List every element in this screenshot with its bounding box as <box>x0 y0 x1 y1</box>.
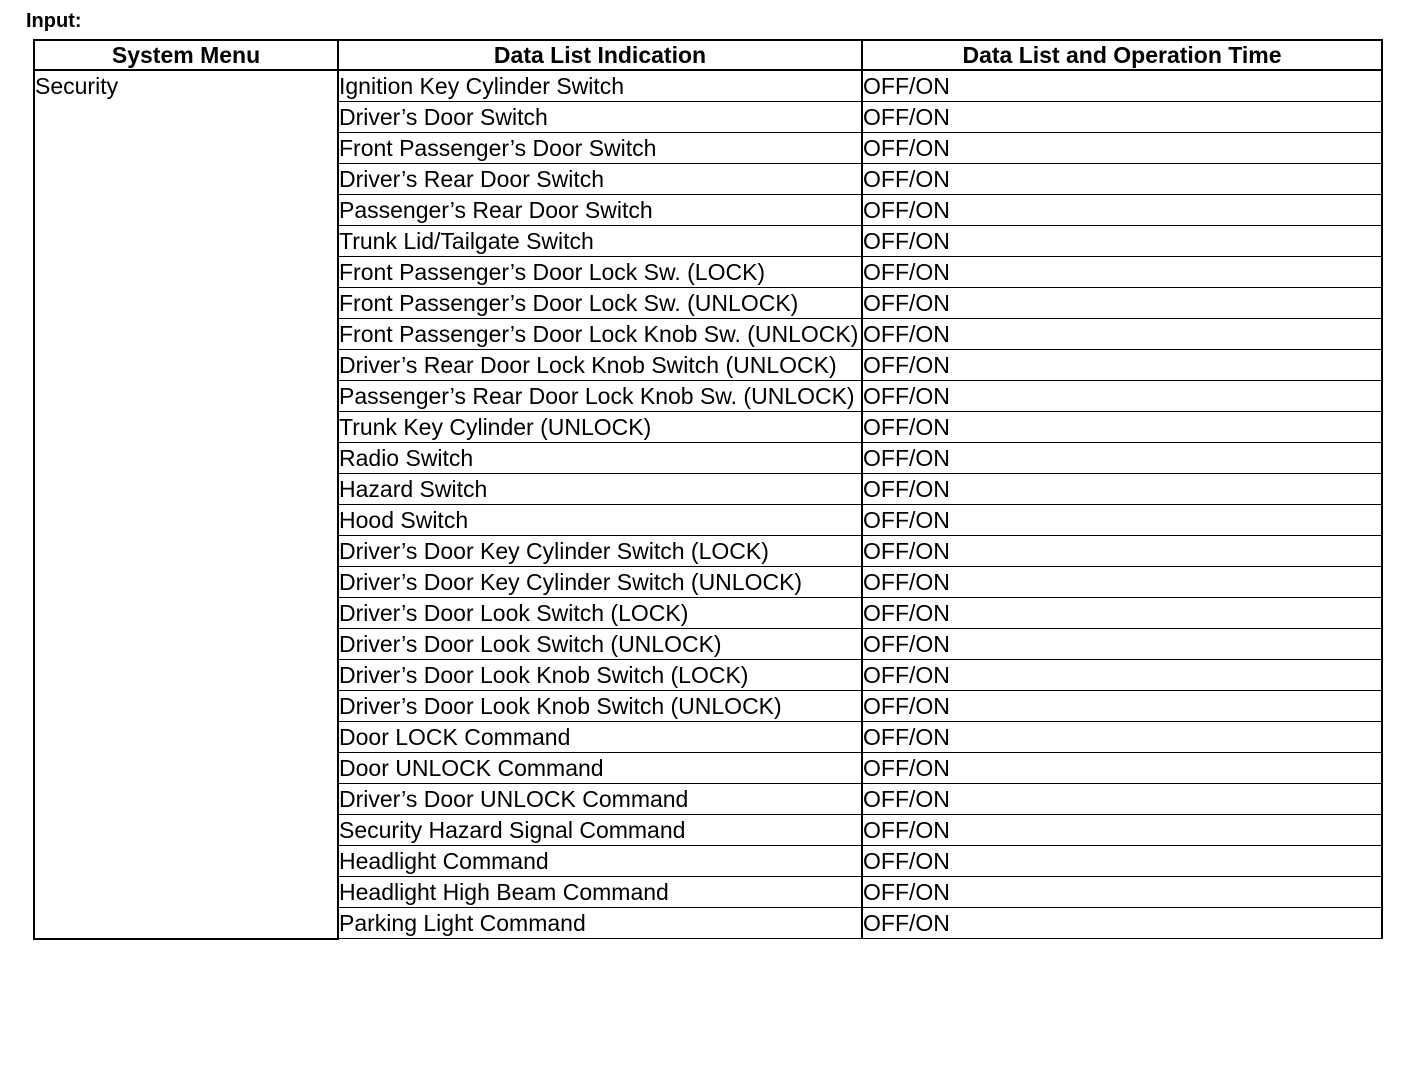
data-list-indication-cell: Driver’s Door Switch <box>338 102 862 133</box>
operation-time-cell: OFF/ON <box>862 443 1382 474</box>
operation-time-cell: OFF/ON <box>862 908 1382 939</box>
data-list-indication-cell: Parking Light Command <box>338 908 862 939</box>
column-header-system-menu: System Menu <box>34 40 338 70</box>
data-list-indication-cell: Ignition Key Cylinder Switch <box>338 70 862 102</box>
data-list-indication-cell: Trunk Key Cylinder (UNLOCK) <box>338 412 862 443</box>
input-heading: Input: <box>26 10 82 32</box>
operation-time-cell: OFF/ON <box>862 412 1382 443</box>
operation-time-cell: OFF/ON <box>862 70 1382 102</box>
operation-time-cell: OFF/ON <box>862 722 1382 753</box>
table-row <box>34 70 1382 102</box>
data-list-indication-cell: Driver’s Door Key Cylinder Switch (UNLOCK) <box>338 567 862 598</box>
operation-time-cell: OFF/ON <box>862 815 1382 846</box>
operation-time-cell: OFF/ON <box>862 164 1382 195</box>
data-list-indication-cell: Driver’s Door Look Switch (LOCK) <box>338 598 862 629</box>
operation-time-cell: OFF/ON <box>862 474 1382 505</box>
operation-time-cell: OFF/ON <box>862 319 1382 350</box>
security-data-list-table <box>33 39 1383 940</box>
data-list-indication-cell: Driver’s Rear Door Lock Knob Switch (UNLOCK) <box>338 350 862 381</box>
data-list-indication-cell: Headlight Command <box>338 846 862 877</box>
operation-time-cell: OFF/ON <box>862 133 1382 164</box>
operation-time-cell: OFF/ON <box>862 784 1382 815</box>
data-list-indication-cell: Passenger’s Rear Door Lock Knob Sw. (UNLOCK) <box>338 381 862 412</box>
operation-time-cell: OFF/ON <box>862 102 1382 133</box>
operation-time-cell: OFF/ON <box>862 381 1382 412</box>
data-list-indication-cell: Driver’s Door Key Cylinder Switch (LOCK) <box>338 536 862 567</box>
operation-time-cell: OFF/ON <box>862 257 1382 288</box>
operation-time-cell: OFF/ON <box>862 691 1382 722</box>
data-list-indication-cell: Hazard Switch <box>338 474 862 505</box>
data-list-indication-cell: Front Passenger’s Door Lock Sw. (UNLOCK) <box>338 288 862 319</box>
table-header-row <box>34 40 1382 70</box>
data-list-indication-cell: Front Passenger’s Door Switch <box>338 133 862 164</box>
data-list-indication-cell: Hood Switch <box>338 505 862 536</box>
system-menu-cell: Security <box>34 70 338 939</box>
operation-time-cell: OFF/ON <box>862 567 1382 598</box>
operation-time-cell: OFF/ON <box>862 753 1382 784</box>
data-list-indication-cell: Radio Switch <box>338 443 862 474</box>
data-list-indication-cell: Passenger’s Rear Door Switch <box>338 195 862 226</box>
operation-time-cell: OFF/ON <box>862 598 1382 629</box>
column-header-operation-time: Data List and Operation Time <box>862 40 1382 70</box>
data-list-indication-cell: Driver’s Door Look Switch (UNLOCK) <box>338 629 862 660</box>
data-list-indication-cell: Front Passenger’s Door Lock Sw. (LOCK) <box>338 257 862 288</box>
data-list-indication-cell: Driver’s Door Look Knob Switch (UNLOCK) <box>338 691 862 722</box>
data-list-indication-cell: Door UNLOCK Command <box>338 753 862 784</box>
table-body <box>34 70 1382 939</box>
operation-time-cell: OFF/ON <box>862 505 1382 536</box>
column-header-data-list-indication: Data List Indication <box>338 40 862 70</box>
data-list-indication-cell: Driver’s Door Look Knob Switch (LOCK) <box>338 660 862 691</box>
data-list-indication-cell: Headlight High Beam Command <box>338 877 862 908</box>
operation-time-cell: OFF/ON <box>862 877 1382 908</box>
operation-time-cell: OFF/ON <box>862 195 1382 226</box>
operation-time-cell: OFF/ON <box>862 846 1382 877</box>
operation-time-cell: OFF/ON <box>862 350 1382 381</box>
data-list-indication-cell: Driver’s Rear Door Switch <box>338 164 862 195</box>
data-list-indication-cell: Trunk Lid/Tailgate Switch <box>338 226 862 257</box>
data-list-indication-cell: Security Hazard Signal Command <box>338 815 862 846</box>
operation-time-cell: OFF/ON <box>862 660 1382 691</box>
data-list-indication-cell: Front Passenger’s Door Lock Knob Sw. (UNLOCK) <box>338 319 862 350</box>
operation-time-cell: OFF/ON <box>862 226 1382 257</box>
operation-time-cell: OFF/ON <box>862 536 1382 567</box>
data-list-indication-cell: Door LOCK Command <box>338 722 862 753</box>
operation-time-cell: OFF/ON <box>862 288 1382 319</box>
data-list-indication-cell: Driver’s Door UNLOCK Command <box>338 784 862 815</box>
operation-time-cell: OFF/ON <box>862 629 1382 660</box>
